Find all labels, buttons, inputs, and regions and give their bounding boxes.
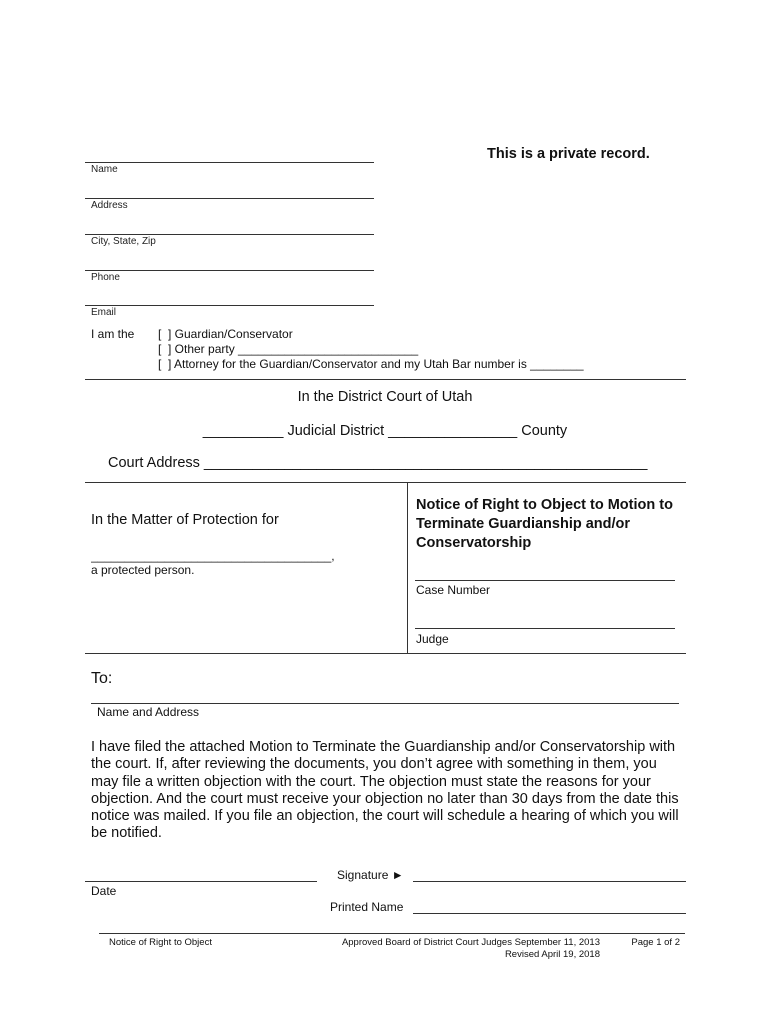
- case-number-label: Case Number: [416, 583, 491, 597]
- address-label: Address: [91, 200, 128, 211]
- role-option-other-party[interactable]: [ ] Other party ___________________________: [158, 342, 419, 356]
- caption-vertical-divider: [407, 482, 408, 653]
- header-divider: [85, 379, 686, 380]
- caption-top-border: [85, 482, 686, 483]
- printed-name-field[interactable]: [413, 913, 686, 914]
- footer-approved: Approved Board of District Court Judges September 11, 2013: [341, 937, 600, 948]
- printed-name-label: Printed Name: [330, 900, 404, 914]
- judge-field[interactable]: [415, 628, 675, 629]
- email-label: Email: [91, 307, 117, 318]
- protected-person-line[interactable]: ____________________________________,: [91, 549, 335, 563]
- court-title: In the District Court of Utah: [297, 389, 473, 405]
- role-label: I am the: [91, 327, 135, 341]
- email-field[interactable]: [85, 305, 374, 306]
- footer-divider: [99, 933, 685, 934]
- matter-label: In the Matter of Protection for: [91, 512, 279, 528]
- date-label: Date: [91, 884, 117, 898]
- footer-page-number: Page 1 of 2: [631, 937, 680, 948]
- protected-person-label: a protected person.: [91, 563, 195, 577]
- case-number-field[interactable]: [415, 580, 675, 581]
- name-field[interactable]: [85, 162, 374, 163]
- role-option-attorney[interactable]: [ ] Attorney for the Guardian/Conservator and my Utah Bar number is ________: [158, 357, 584, 371]
- phone-field[interactable]: [85, 270, 374, 271]
- city-state-zip-field[interactable]: [85, 234, 374, 235]
- document-title: Notice of Right to Object to Motion to Terminate Guardianship and/or Conservatorship: [416, 497, 673, 551]
- judge-label: Judge: [416, 632, 449, 646]
- role-option-guardian[interactable]: [ ] Guardian/Conservator: [158, 327, 293, 341]
- name-address-label: Name and Address: [97, 705, 200, 719]
- court-address-line[interactable]: Court Address _______________________________________________________: [108, 455, 648, 471]
- city-state-zip-label: City, State, Zip: [91, 236, 156, 247]
- footer-form-name: Notice of Right to Object: [109, 937, 212, 948]
- date-field[interactable]: [85, 881, 317, 882]
- address-field[interactable]: [85, 198, 374, 199]
- signature-label: Signature ►: [337, 868, 404, 882]
- to-label: To:: [91, 670, 113, 687]
- private-record-notice: This is a private record.: [487, 146, 650, 162]
- phone-label: Phone: [91, 272, 120, 283]
- name-address-field[interactable]: [91, 703, 679, 704]
- judicial-district-line[interactable]: __________ Judicial District ________________ County: [202, 423, 568, 439]
- signature-field[interactable]: [413, 881, 686, 882]
- notice-body-text: I have filed the attached Motion to Terminate the Guardianship and/or Conservatorship with the court. If, after reviewing the documents, you don’t agree with something in them, you may file a written objection with the court. The objection must state the reasons for your objection. And the court must receive your objection no later than 30 days from the date this notice was mailed. If you file an objection, the court will schedule a hearing of which you will be notified.: [91, 739, 679, 842]
- caption-bottom-border: [85, 653, 686, 654]
- name-label: Name: [91, 164, 118, 175]
- footer-revised: Revised April 19, 2018: [504, 949, 600, 960]
